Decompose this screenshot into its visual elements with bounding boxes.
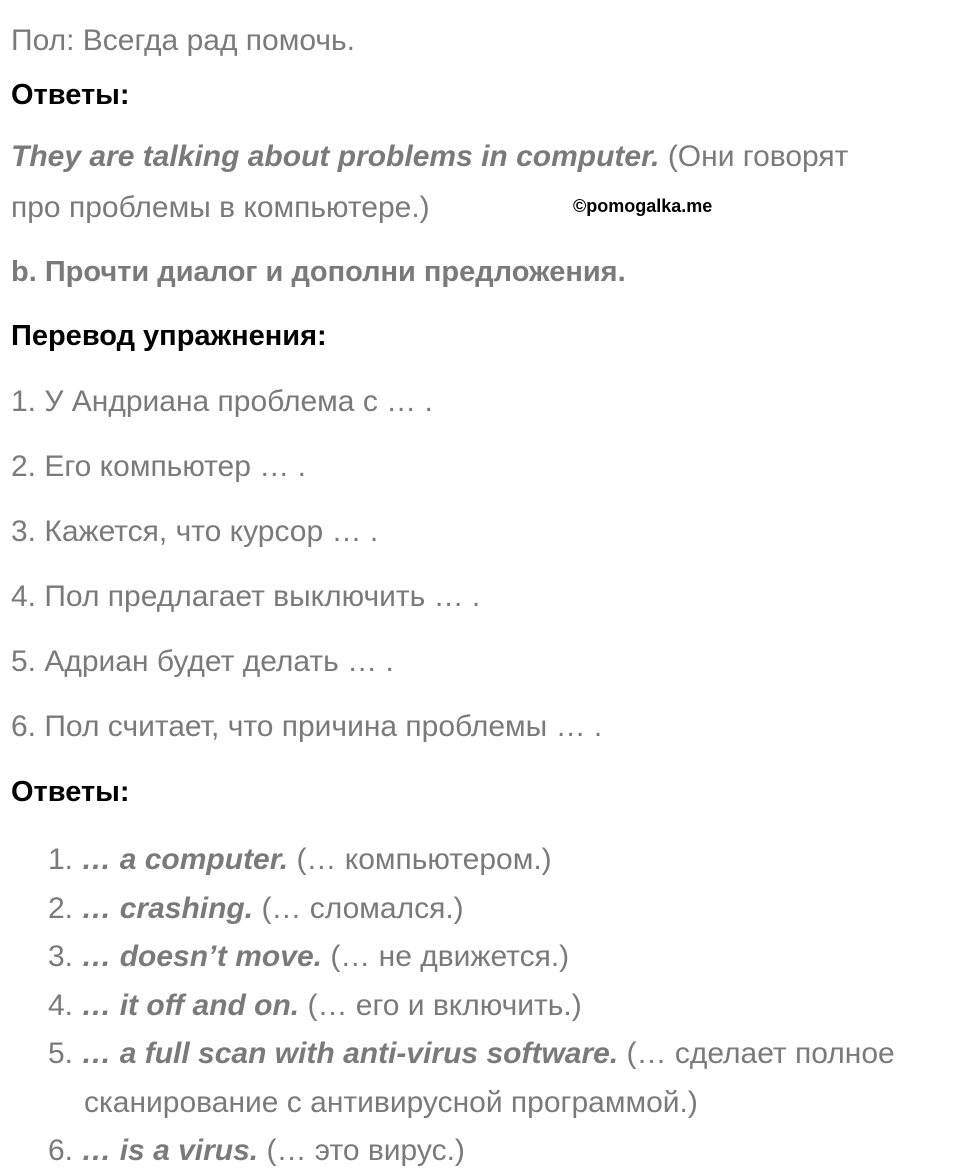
answer-number: 3.: [48, 940, 74, 973]
answer-number: 6.: [48, 1134, 74, 1167]
answer-english: … it off and on.: [81, 988, 300, 1022]
answer-continuation: сканирование с антивирусной программой.): [84, 1085, 698, 1119]
answers-heading: Ответы:: [11, 79, 130, 111]
answer-a-russian-2: про проблемы в компьютере.): [11, 191, 430, 224]
answer-row: [48, 885, 895, 934]
answer-row: [48, 836, 895, 885]
answer-a-english: They are talking about problems in computer.: [11, 140, 660, 173]
answer-number: 2.: [48, 891, 74, 925]
answer-russian: (… это вирус.): [266, 1134, 465, 1167]
translation-item: 5. Адриан будет делать … .: [11, 645, 394, 678]
answer-english: … crashing.: [81, 891, 254, 925]
watermark: ©pomogalka.me: [573, 196, 713, 216]
answer-russian: (… сделает полное: [626, 1037, 895, 1070]
answer-number: 4.: [48, 988, 74, 1022]
answer-row: [48, 933, 895, 982]
answer-russian: (… сломался.): [261, 891, 464, 925]
intro-line: Пол: Всегда рад помочь.: [11, 24, 355, 57]
task-b-heading: b. Прочти диалог и дополни предложения.: [11, 256, 626, 288]
translation-item: 2. Его компьютер … .: [11, 450, 306, 483]
answer-russian: (… не движется.): [330, 940, 570, 973]
answer-row: [48, 982, 895, 1031]
translation-item: 1. У Андриана проблема с … .: [11, 385, 433, 418]
translation-item: 6. Пол считает, что причина проблемы … .: [11, 710, 603, 743]
answers-list: [48, 836, 895, 1176]
answer-russian: (… его и включить.): [307, 988, 582, 1022]
answer-number: 5.: [48, 1037, 74, 1070]
answer-row: [48, 1127, 895, 1176]
answer-english: … a full scan with anti-virus software.: [81, 1037, 619, 1070]
answer-a-line-1: [11, 138, 848, 176]
answer-number: 1.: [48, 843, 74, 876]
answer-english: … doesn’t move.: [81, 940, 322, 973]
answer-english: … is a virus.: [81, 1134, 259, 1167]
translation-item: 4. Пол предлагает выключить … .: [11, 580, 481, 613]
answers-heading-2: Ответы:: [11, 776, 130, 808]
answer-russian: (… компьютером.): [296, 843, 552, 876]
answer-a-russian-1: (Они говорят: [667, 140, 849, 173]
answer-row: [48, 1030, 895, 1079]
translation-heading: Перевод упражнения:: [11, 320, 327, 352]
translation-item: 3. Кажется, что курсор … .: [11, 515, 379, 548]
answer-english: … a computer.: [81, 843, 289, 876]
